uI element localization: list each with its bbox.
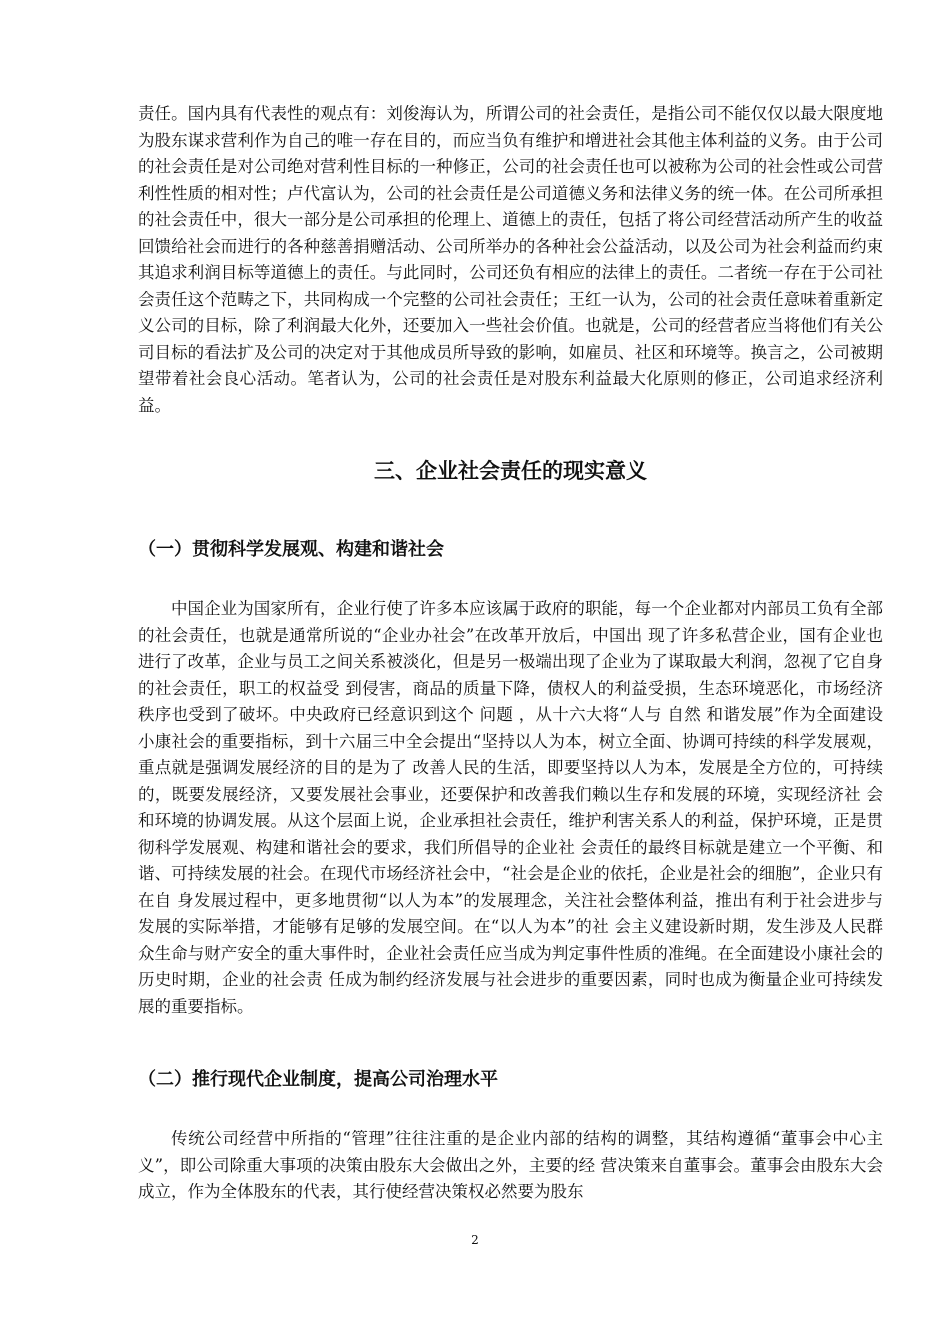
page-number: 2	[471, 1233, 479, 1247]
subsection-heading: （一）贯彻科学发展观、构建和谐社会	[138, 539, 444, 560]
section-heading: 三、企业社会责任的现实意义	[374, 459, 647, 483]
body-paragraph: 责任。国内具有代表性的观点有：刘俊海认为，所谓公司的社会责任，是指公司不能仅仅以最大限度地为股东谋求营利作为自己的唯一存在目的，而应当负有维护和增进社会其他主体利益的义务。由于公司的社会责任是对公司绝对营利性目标的一种修正，公司的社会责任也可以被称为公司的社会性或公司营利性性质的相对性；卢代富认为，公司的社会责任是公司道德义务和法律义务的统一体。在公司所承担的社会责任中，很大一部分是公司承担的伦理上、道德上的责任，包括了将公司经营活动所产生的收益回馈给社会而进行的各种慈善捐赠活动、公司所举办的各种社会公益活动，以及公司为社会利益而约束其追求利润目标等道德上的责任。与此同时，公司还负有相应的法律上的责任。二者统一存在于公司社会责任这个范畴之下，共同构成一个完整的公司社会责任；王红一认为，公司的社会责任意味着重新定义公司的目标，除了利润最大化外，还要加入一些社会价值。也就是，公司的经营者应当将他们有关公司目标的看法扩及公司的决定对于其他成员所导致的影响，如雇员、社区和环境等。换言之，公司被期望带着社会良心活动。笔者认为，公司的社会责任是对股东利益最大化原则的修正，公司追求经济利益。	[138, 104, 883, 415]
subsection-heading: （二）推行现代企业制度，提高公司治理水平	[138, 1069, 498, 1090]
body-paragraph: 传统公司经营中所指的“管理”往往注重的是企业内部的结构的调整，其结构遵循“董事会中心主义”，即公司除重大事项的决策由股东大会做出之外，主要的经 营决策来自董事会。董事会由股东大会成立，作为全体股东的代表，其行使经营决策权必然要为股东	[138, 1129, 883, 1201]
body-paragraph: 中国企业为国家所有，企业行使了许多本应该属于政府的职能，每一个企业都对内部员工负有全部的社会责任，也就是通常所说的“企业办社会”在改革开放后，中国出 现了许多私营企业，国有企业也进行了改革，企业与员工之间关系被淡化，但是另一极端出现了企业为了谋取最大利润，忽视了它自身的社会责任，职工的权益受 到侵害，商品的质量下降，债权人的利益受损，生态环境恶化，市场经济秩序也受到了破坏。中央政府已经意识到这个 问题 ，从十六大将“人与 自然 和谐发展”作为全面建设小康社会的重要指标，到十六届三中全会提出“坚持以人为本，树立全面、协调可持续的科学发展观，重点就是强调发展经济的目的是为了 改善人民的生活，即要坚持以人为本，发展是全方位的，可持续的，既要发展经济，又要发展社会事业，还要保护和改善我们赖以生存和发展的环境，实现经济社 会和环境的协调发展。从这个层面上说，企业承担社会责任，维护利害关系人的利益，保护环境，正是贯彻科学发展观、构建和谐社会的要求，我们所倡导的企业社 会责任的最终目标就是建立一个平衡、和谐、可持续发展的社会。在现代市场经济社会中，“社会是企业的依托，企业是社会的细胞”，企业只有在自 身发展过程中，更多地贯彻“以人为本”的发展理念，关注社会整体利益，推出有利于社会进步与发展的实际举措，才能够有足够的发展空间。在“以人为本”的社 会主义建设新时期，发生涉及人民群众生命与财产安全的重大事件时，企业社会责任应当成为判定事件性质的准绳。在全面建设小康社会的历史时期，企业的社会责 任成为制约经济发展与社会进步的重要因素，同时也成为衡量企业可持续发展的重要指标。	[138, 599, 883, 1016]
